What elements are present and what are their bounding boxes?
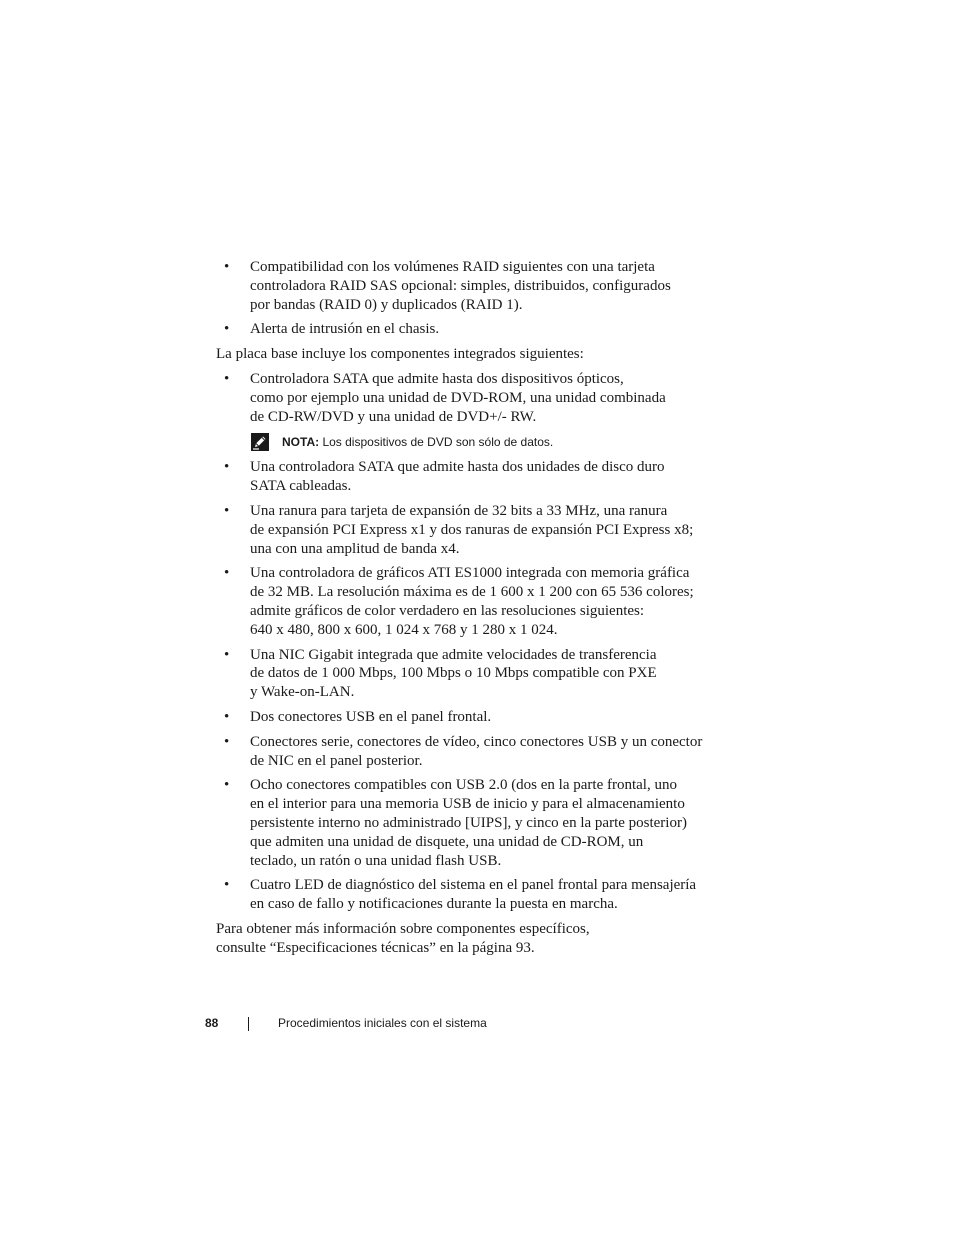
list-item-line: de datos de 1 000 Mbps, 100 Mbps o 10 Mbps compatible con PXE [250,665,657,682]
list-item-text [250,370,716,426]
intro-paragraph: La placa base incluye los componentes integrados siguientes: [216,346,584,363]
list-item-text [250,320,716,339]
feature-list-raid [216,258,716,339]
closing-line: consulte “Especificaciones técnicas” en la página 93. [216,939,535,956]
note-label: NOTA: [282,435,320,450]
list-item-line: por bandas (RAID 0) y duplicados (RAID 1). [250,296,523,313]
bullet-glyph: • [224,321,230,338]
list-item-line: Una ranura para tarjeta de expansión de 32 bits a 33 MHz, una ranura [250,502,668,519]
bullet-glyph: • [224,259,230,275]
bullet-glyph: • [224,459,230,476]
list-item [216,370,716,426]
list-item-text [250,733,716,771]
list-item-line: Una NIC Gigabit integrada que admite velocidades de transferencia [250,646,657,663]
closing-line: Para obtener más información sobre componentes específicos, [216,920,590,937]
footer-separator [248,1017,249,1031]
list-item [216,646,716,702]
list-item [216,258,716,314]
page-number: 88 [205,1016,219,1030]
list-item-line: teclado, un ratón o una unidad flash USB. [250,852,502,869]
list-item [216,458,716,496]
chapter-title: Procedimientos iniciales con el sistema [278,1016,487,1030]
bullet-glyph: • [224,502,230,519]
bullet-glyph: • [224,777,230,794]
list-item-line: admite gráficos de color verdadero en las resoluciones siguientes: [250,602,645,619]
list-item-line: en caso de fallo y notificaciones durante la puesta en marcha. [250,896,618,913]
list-item-text [250,564,716,639]
bullet-glyph: • [224,565,230,582]
list-item-line: de CD-RW/DVD y una unidad de DVD+/- RW. [250,408,537,425]
list-item-line: Una controladora de gráficos ATI ES1000 integrada con memoria gráfica [250,565,690,582]
bullet-glyph: • [224,733,230,750]
list-item-text [250,646,716,702]
list-item-line: Una controladora SATA que admite hasta dos unidades de disco duro [250,459,665,476]
list-item [216,776,716,870]
list-item [216,733,716,771]
list-item-text [250,876,716,914]
list-item-line: en el interior para una memoria USB de inicio y para el almacenamiento [250,796,685,813]
list-item-line: Compatibilidad con los volúmenes RAID siguientes con una tarjeta [250,259,655,275]
list-item-text [250,502,716,558]
bullet-glyph: • [224,877,230,894]
feature-list-components [216,458,716,914]
list-item-line: y Wake-on-LAN. [250,684,355,701]
list-item [216,502,716,558]
list-item-line: 640 x 480, 800 x 600, 1 024 x 768 y 1 280 x 1 024. [250,621,558,638]
list-item-text [250,708,716,727]
list-item-line: Controladora SATA que admite hasta dos dispositivos ópticos, [250,370,624,387]
bullet-glyph: • [224,646,230,663]
list-item [216,876,716,914]
feature-list-sata [216,370,716,426]
page-body [216,258,716,964]
note-pencil-icon [250,432,270,452]
list-item-line: Ocho conectores compatibles con USB 2.0 (dos en la parte frontal, uno [250,777,677,794]
note-box [216,434,716,450]
closing-paragraph [216,920,716,958]
list-item-line: de NIC en el panel posterior. [250,752,423,769]
list-item-line: SATA cableadas. [250,478,352,495]
list-item-line: controladora RAID SAS opcional: simples, distribuidos, configurados [250,277,671,294]
list-item-line: una con una amplitud de banda x4. [250,540,460,557]
bullet-glyph: • [224,370,230,387]
list-item [216,708,716,727]
note-text: Los dispositivos de DVD son sólo de datos. [322,435,554,450]
list-item-line: que admiten una unidad de disquete, una unidad de CD-ROM, un [250,833,644,850]
list-item-line: persistente interno no administrado [UIPS], y cinco en la parte posterior) [250,814,687,831]
list-item-line: Alerta de intrusión en el chasis. [250,321,440,338]
list-item-text [250,258,716,314]
list-item-line: de 32 MB. La resolución máxima es de 1 600 x 1 200 con 65 536 colores; [250,584,694,601]
list-item-line: como por ejemplo una unidad de DVD-ROM, una unidad combinada [250,389,666,406]
list-item-text [250,458,716,496]
list-item-text [250,776,716,870]
list-item-line: de expansión PCI Express x1 y dos ranuras de expansión PCI Express x8; [250,521,694,538]
list-item-line: Conectores serie, conectores de vídeo, cinco conectores USB y un conector [250,733,703,750]
list-item [216,564,716,639]
list-item [216,320,716,339]
bullet-glyph: • [224,708,230,725]
list-item-line: Dos conectores USB en el panel frontal. [250,708,492,725]
list-item-line: Cuatro LED de diagnóstico del sistema en el panel frontal para mensajería [250,877,697,894]
